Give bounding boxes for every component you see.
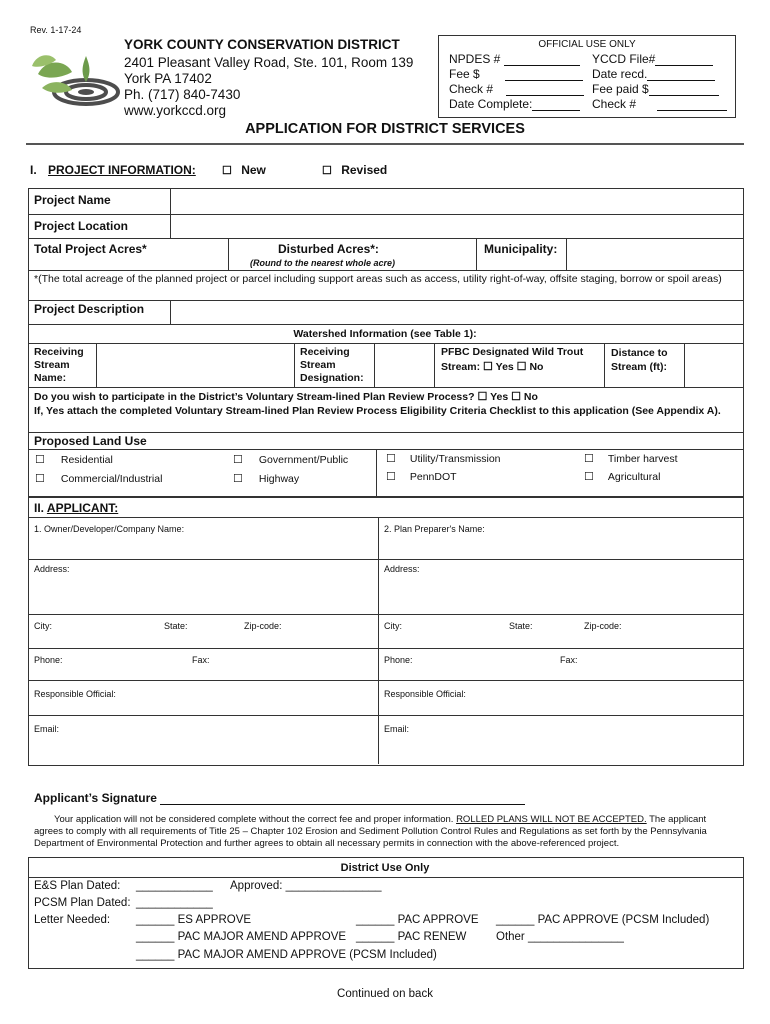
divider <box>28 648 744 649</box>
project-description-label: Project Description <box>34 302 145 316</box>
divider <box>28 614 744 615</box>
proposed-land-use-label: Proposed Land Use <box>34 434 147 448</box>
section2-title: APPLICANT: <box>46 501 119 515</box>
es-plan-blank[interactable]: ____________ <box>136 880 213 892</box>
official-use-box <box>438 35 736 118</box>
signature-label: Applicant’s Signature <box>34 791 157 805</box>
signature-notice <box>34 814 736 850</box>
land-use-government[interactable] <box>233 453 348 466</box>
land-use-utility[interactable] <box>386 452 501 465</box>
distance-to-stream-field[interactable] <box>685 344 741 386</box>
commercial-checkbox[interactable]: ☐ <box>35 473 45 485</box>
preparer-phone-label: Phone: <box>384 655 413 665</box>
agricultural-checkbox[interactable]: ☐ <box>584 471 594 483</box>
check-label: Check # <box>449 82 494 96</box>
letter-needed-label: Letter Needed: <box>34 914 111 926</box>
disturbed-acres-label: Disturbed Acres*: <box>278 242 379 256</box>
receiving-stream-designation-label: Receiving Stream Designation: <box>300 346 364 384</box>
timber-label: Timber harvest <box>607 453 678 465</box>
pac-major-amend-option[interactable]: ______ PAC MAJOR AMEND APPROVE <box>136 931 347 943</box>
date-recd-label: Date recd. <box>592 67 648 81</box>
pac-major-amend-pcsm-option[interactable]: ______ PAC MAJOR AMEND APPROVE (PCSM Included) <box>136 949 437 961</box>
continued-on-back: Continued on back <box>337 988 433 1000</box>
streamlined-question: Do you wish to participate in the District’s Voluntary Stream-lined Plan Review Process? <box>34 391 475 403</box>
streamlined-no-checkbox[interactable]: ☐ <box>511 391 521 403</box>
streamlined-no-label: No <box>523 391 538 403</box>
streamlined-attach-note: If, Yes attach the completed Voluntary Stream-lined Plan Review Process Eligibility Criteria Checklist to this application (See Appendix A). <box>34 405 721 417</box>
owner-address-label: Address: <box>34 564 70 574</box>
other-option[interactable]: Other _______________ <box>496 931 624 943</box>
land-use-highway[interactable] <box>233 472 299 485</box>
owner-fax-label: Fax: <box>192 655 210 665</box>
utility-checkbox[interactable]: ☐ <box>386 453 396 465</box>
government-label: Government/Public <box>258 454 349 466</box>
divider <box>378 517 379 764</box>
owner-label: 1. Owner/Developer/Company Name: <box>34 524 185 534</box>
streamlined-yes-checkbox[interactable]: ☐ <box>477 391 488 403</box>
project-location-field[interactable] <box>171 215 741 237</box>
fee-label: Fee $ <box>449 67 480 81</box>
district-use-title: District Use Only <box>340 862 430 874</box>
divider <box>28 270 744 271</box>
fee-paid-field[interactable] <box>649 83 719 96</box>
section1-number: I. <box>30 163 37 177</box>
date-complete-label: Date Complete: <box>449 97 533 111</box>
agricultural-label: Agricultural <box>607 471 661 483</box>
receiving-stream-name-label: Receiving Stream Name: <box>34 346 84 384</box>
pfbc-no-checkbox[interactable]: ☐ <box>516 361 527 373</box>
divider <box>294 343 295 387</box>
land-use-timber[interactable] <box>584 452 678 465</box>
check-field[interactable] <box>506 83 584 96</box>
divider <box>434 343 435 387</box>
section2-heading <box>34 501 118 515</box>
watershed-info-label: Watershed Information (see Table 1): <box>293 328 477 340</box>
new-checkbox[interactable]: ☐ <box>222 165 232 177</box>
divider <box>28 387 744 388</box>
revised-label: Revised <box>341 163 388 177</box>
date-recd-field[interactable] <box>647 68 715 81</box>
yccd-file-label: YCCD File# <box>592 52 656 66</box>
divider <box>604 343 605 387</box>
timber-checkbox[interactable]: ☐ <box>584 453 594 465</box>
org-phone: Ph. (717) 840-7430 <box>124 87 241 102</box>
owner-responsible-label: Responsible Official: <box>34 689 116 699</box>
utility-label: Utility/Transmission <box>409 453 501 465</box>
municipality-label: Municipality: <box>484 242 558 256</box>
pfbc-label: PFBC Designated Wild Trout <box>441 346 584 358</box>
page-title: APPLICATION FOR DISTRICT SERVICES <box>245 121 525 137</box>
government-checkbox[interactable]: ☐ <box>233 454 243 466</box>
receiving-stream-name-field[interactable] <box>97 344 293 386</box>
fee-field[interactable] <box>505 68 583 81</box>
preparer-city-label: City: <box>384 621 402 631</box>
preparer-address-label: Address: <box>384 564 420 574</box>
official-use-title: OFFICIAL USE ONLY <box>538 39 636 50</box>
divider <box>28 449 744 450</box>
owner-phone-label: Phone: <box>34 655 63 665</box>
check2-field[interactable] <box>657 98 727 111</box>
preparer-label: 2. Plan Preparer's Name: <box>384 524 485 534</box>
land-use-penndot[interactable] <box>386 470 457 483</box>
divider <box>28 432 744 433</box>
project-name-field[interactable] <box>171 189 741 213</box>
yccd-file-field[interactable] <box>655 53 713 66</box>
owner-state-label: State: <box>164 621 188 631</box>
date-complete-field[interactable] <box>532 98 580 111</box>
check2-label: Check # <box>592 97 637 111</box>
municipality-field[interactable] <box>567 239 741 269</box>
divider <box>28 559 744 560</box>
npdes-label: NPDES # <box>449 52 501 66</box>
owner-zip-label: Zip-code: <box>244 621 282 631</box>
penndot-label: PennDOT <box>409 471 457 483</box>
divider <box>28 680 744 681</box>
revised-checkbox[interactable]: ☐ <box>322 165 332 177</box>
streamlined-yes-label: Yes <box>490 391 509 403</box>
divider <box>28 517 744 518</box>
es-plan-label: E&S Plan Dated: <box>34 880 121 892</box>
es-approve-option[interactable]: ______ ES APPROVE <box>136 914 252 926</box>
land-use-residential[interactable] <box>35 453 113 466</box>
preparer-zip-label: Zip-code: <box>584 621 622 631</box>
org-website[interactable]: www.yorkccd.org <box>124 103 227 118</box>
commercial-label: Commercial/Industrial <box>60 473 163 485</box>
preparer-fax-label: Fax: <box>560 655 578 665</box>
total-acres-label: Total Project Acres* <box>34 242 147 256</box>
acreage-note: *(The total acreage of the planned project or parcel including support areas such as access, utility right-of-way, offsite staging, borrow or spoil areas) <box>34 273 722 285</box>
divider <box>476 238 477 270</box>
project-location-label: Project Location <box>34 219 129 233</box>
divider <box>28 715 744 716</box>
npdes-field[interactable] <box>504 53 580 66</box>
divider <box>228 238 229 270</box>
pfbc-yes-checkbox[interactable]: ☐ <box>483 361 493 373</box>
pfbc-no-label: No <box>529 361 544 373</box>
revision-date: Rev. 1-17-24 <box>30 25 82 35</box>
preparer-responsible-label: Responsible Official: <box>384 689 466 699</box>
title-divider <box>26 143 744 145</box>
owner-email-label: Email: <box>34 724 60 734</box>
conservation-district-logo <box>28 46 120 108</box>
org-address-line1: 2401 Pleasant Valley Road, Ste. 101, Room 139 <box>124 55 414 70</box>
pfbc-stream-label: Stream: <box>441 361 481 373</box>
divider <box>376 449 377 496</box>
signature-field[interactable] <box>160 792 525 805</box>
pcsm-plan-label: PCSM Plan Dated: <box>34 897 131 909</box>
notice-text-a: Your application will not be considered complete without the correct fee and proper information. <box>54 814 454 825</box>
project-name-label: Project Name <box>34 193 111 207</box>
pac-renew-option[interactable]: ______ PAC RENEW <box>356 931 467 943</box>
section1-heading <box>30 163 196 177</box>
notice-rolled-plans: ROLLED PLANS WILL NOT BE ACCEPTED. <box>456 814 647 825</box>
receiving-stream-designation-field[interactable] <box>375 344 433 386</box>
highway-label: Highway <box>258 473 300 485</box>
org-name: YORK COUNTY CONSERVATION DISTRICT <box>124 37 400 52</box>
section1-title: PROJECT INFORMATION: <box>48 163 196 177</box>
pac-approve-pcsm-option[interactable]: ______ PAC APPROVE (PCSM Included) <box>496 914 710 926</box>
pac-approve-option[interactable]: ______ PAC APPROVE <box>356 914 479 926</box>
pfbc-yes-label: Yes <box>495 361 514 373</box>
penndot-checkbox[interactable]: ☐ <box>386 471 396 483</box>
distance-to-stream-label: Distance to Stream (ft): <box>611 347 668 373</box>
divider <box>28 877 744 878</box>
land-use-agricultural[interactable] <box>584 470 660 483</box>
approved-field[interactable]: Approved: _______________ <box>230 880 382 892</box>
owner-city-label: City: <box>34 621 52 631</box>
new-label: New <box>241 163 266 177</box>
residential-label: Residential <box>60 454 113 466</box>
pcsm-plan-blank[interactable]: ____________ <box>136 897 213 909</box>
notice-text-c: The applicant agrees to comply with all requirements of Title 25 – Chapter 102 Erosion and Sediment Pollution Control Rules and Regulations as set forth by the Pennsylvania Department of Environmental Protection and further agrees to obtain all necessary permits in connection with the above-referenced project. <box>34 814 707 849</box>
org-address-line2: York PA 17402 <box>124 71 212 86</box>
section2-number: II. <box>34 501 45 515</box>
preparer-state-label: State: <box>509 621 533 631</box>
land-use-commercial[interactable] <box>35 472 162 485</box>
round-note: (Round to the nearest whole acre) <box>250 258 396 268</box>
residential-checkbox[interactable]: ☐ <box>35 454 45 466</box>
preparer-email-label: Email: <box>384 724 410 734</box>
fee-paid-label: Fee paid $ <box>592 82 649 96</box>
project-description-field[interactable] <box>171 301 741 323</box>
divider <box>28 324 744 325</box>
highway-checkbox[interactable]: ☐ <box>233 473 243 485</box>
